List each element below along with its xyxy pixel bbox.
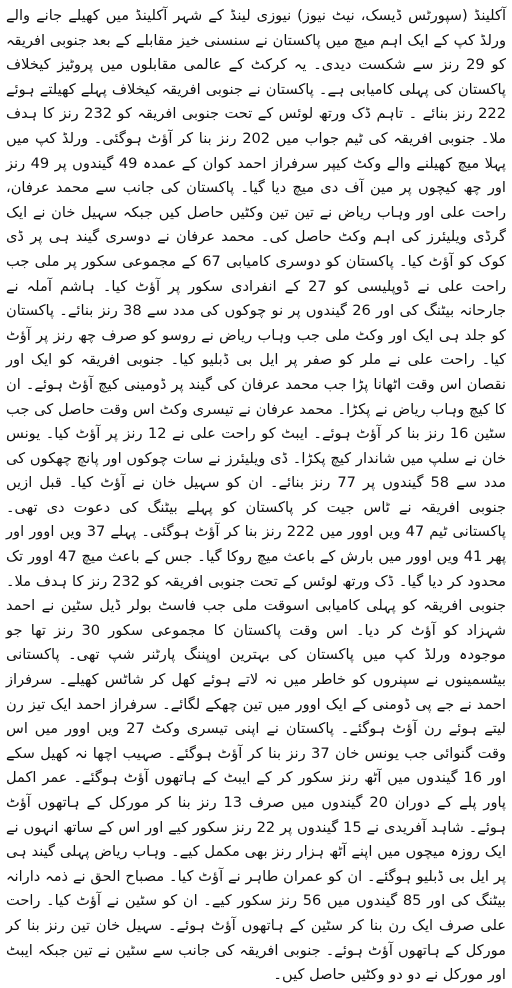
article-body-paragraph: آکلینڈ (سپورٹس ڈیسک، نیٹ نیوز) نیوزی لینڈ کے شہر آکلینڈ میں کھیلے جانے والے ورلڈ کپ کے ایک اہم میچ میں پاکستان نے سنسنی خیز مقابلے کے بعد جنوبی افریقہ کو 29 رنز سے شکست دیدی۔ یہ کرکٹ کے عالمی مقابلوں میں پروٹیز کیخلاف پاکستان کی پہلی کامیابی ہے۔ پاکستان نے جنوبی افریقہ کیخلاف پہلے کھیلتے ہوئے 222 رنز بنائے ۔ تاہم ڈک ورتھ لوئس کے تحت جنوبی افریقہ کو 232 رنز کا ہدف ملا۔ جنوبی افریقہ کی ٹیم جواب میں 202 رنز بنا کر آؤٹ ہوگئی۔ ورلڈ کپ میں پہلا میچ کھیلنے والے وکٹ کیپر سرفراز احمد کوان کے عمدہ 49 گیندوں پر 49 رنز اور چھ کیچوں پر مین آف دی میچ دیا گیا۔ پاکستان کی جانب سے محمد عرفان، راحت علی اور وہاب ریاض نے تین تین وکٹیں حاصل کیں جبکہ سہیل خان نے ایک گرڈی ویلیئرز کی اہم وکٹ حاصل کی۔ محمد عرفان نے دوسری گیند ہی پر ڈی کوک کو آؤٹ کیا۔ پاکستان کو دوسری کامیابی 67 کے مجموعی سکور پر ملی جب راحت علی نے ڈوپلیسی کو 27 کے انفرادی سکور پر آؤٹ کیا۔ ہاشم آملہ نے جارحانہ بیٹنگ کی اور 26 گیندوں پر نو چوکوں کی مدد سے 38 رنز بنائے۔ پاکستان کو جلد ہی ایک اور وکٹ ملی جب وہاب ریاض نے روسو کو صرف چھ رنز پر آؤٹ کیا۔ راحت علی نے ملر کو صفر پر ایل بی ڈبلیو کیا۔ جنوبی افریقہ کو ایک اور نقصان اس وقت اٹھانا پڑا جب محمد عرفان کی گیند پر ڈومینی کیچ آؤٹ ہوئے۔ ان کا کیچ وہاب ریاض نے پکڑا۔ محمد عرفان نے تیسری وکٹ اس وقت حاصل کی جب سٹین 16 رنز بنا کر آؤٹ ہوئے۔ ایبٹ کو راحت علی نے 12 رنز پر آؤٹ کیا۔ یونس خان نے سلپ میں شاندار کیچ پکڑا۔ ڈی ویلیئرز نے سات چوکوں اور پانچ چھکوں کی مدد سے 58 گیندوں پر 77 رنز بنائے۔ ان کو سہیل خان نے آؤٹ کیا۔ قبل ازیں جنوبی افریقہ نے ٹاس جیت کر پاکستان کو پہلے بیٹنگ کی دعوت دی تھی۔ پاکستانی ٹیم 47 ویں اوور میں 222 رنز بنا کر آؤٹ ہوگئی۔ پہلے 37 ویں اوور اور پھر 41 ویں اوور میں بارش کے باعث میچ روکا گیا۔ جس کے باعث میچ 47 اوور تک محدود کر دیا گیا۔ ڈک ورتھ لوئس کے تحت جنوبی افریقہ کو 232 رنز کا ہدف ملا۔ جنوبی افریقہ کو پہلی کامیابی اسوقت ملی جب فاسٹ بولر ڈیل سٹین نے احمد شہزاد کو آؤٹ کر دیا۔ اس وقت پاکستان کا مجموعی سکور 30 رنز تھا جو موجودہ ورلڈ کپ میں پاکستان کی بہترین اوپننگ پارٹنر شپ تھی۔ پاکستانی بیٹسمینوں نے سپنروں کو خاطر میں نہ لاتے ہوئے کھل کر شاٹس کھیلے۔ سرفراز احمد نے جے پی ڈومنی کے ایک اوور میں تین چھکے لگائے۔ سرفراز احمد ایک تیز رن لیتے ہوئے رن آؤٹ ہوگئے۔ پاکستان نے اپنی تیسری وکٹ 27 ویں اوور میں اس وقت گنوائی جب یونس خان 37 رنز بنا کر آؤٹ ہوگئے۔ صہیب اچھا نہ کھیل سکے اور 16 گیندوں میں آٹھ رنز سکور کر کے ایبٹ کے ہاتھوں آؤٹ ہوگئے۔ عمر اکمل پاور پلے کے دوران 20 گیندوں میں صرف 13 رنز بنا کر مورکل کے ہاتھوں آؤٹ ہوئے۔ شاہد آفریدی نے 15 گیندوں پر 22 رنز سکور کیے اور اس کے ساتھ انہوں نے ایک روزہ میچوں میں اپنے آٹھ ہزار رنز بھی مکمل کیے۔ وہاب ریاض پہلی گیند ہی پر ایل بی ڈبلیو ہوگئے۔ ان کو عمران طاہر نے آؤٹ کیا۔ مصباح الحق نے ذمہ دارانہ بیٹنگ کی اور 85 گیندوں میں 56 رنز سکور کیے۔ ان کو سٹین نے آؤٹ کیا۔ راحت علی صرف ایک رن بنا کر سٹین کے ہاتھوں آؤٹ ہوئے۔ سہیل خان تین رنز بنا کر مورکل کے ہاتھوں آؤٹ ہوئے۔ جنوبی افریقہ کی جانب سے سٹین نے تین جبکہ ایبٹ اور مورکل نے دو دو وکٹیں حاصل کیں۔ [6,7,507,984]
